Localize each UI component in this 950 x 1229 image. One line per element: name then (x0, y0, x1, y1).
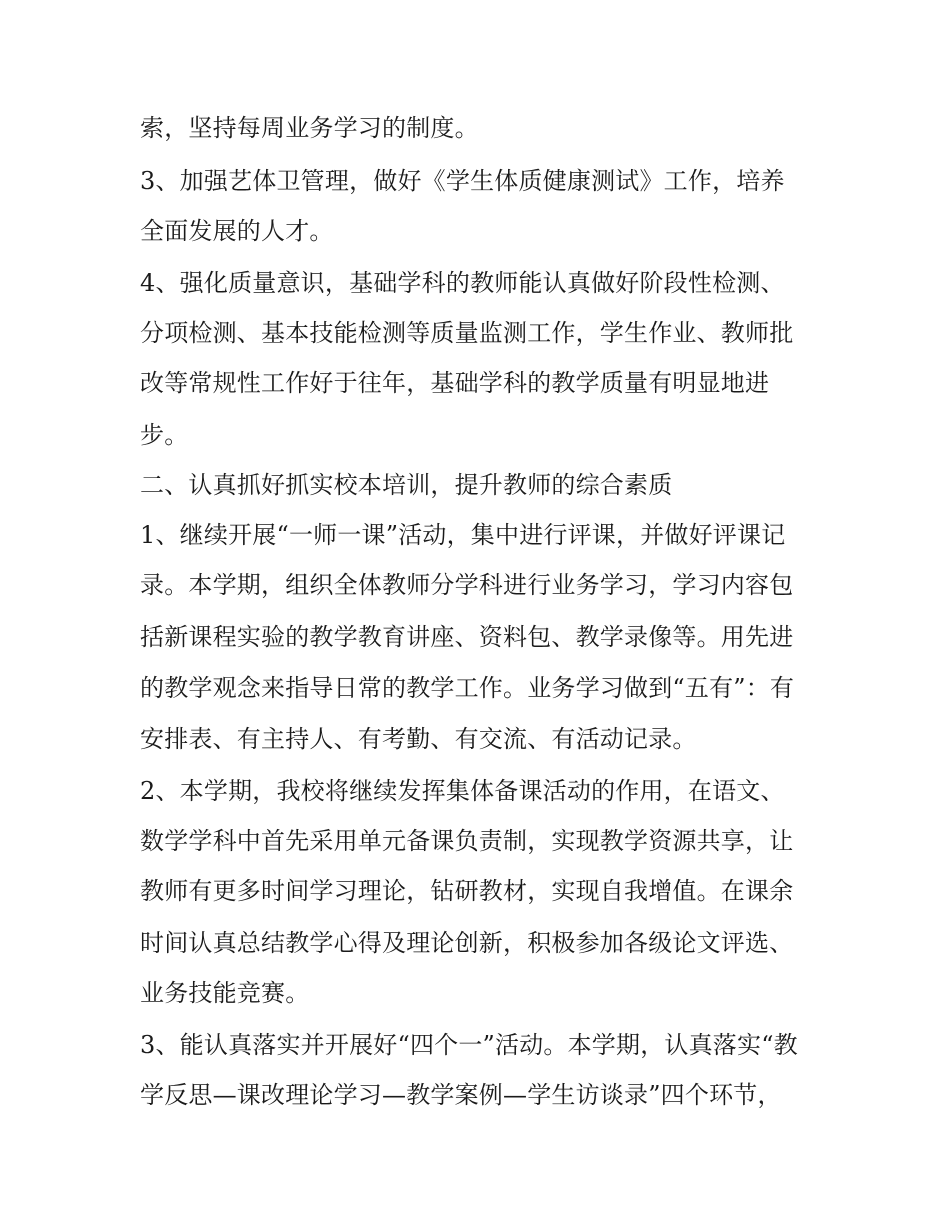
text-line: 教师有更多时间学习理论，钻研教材，实现自我增值。在课余 (140, 877, 794, 905)
text-line: 业务技能竞赛。 (140, 979, 310, 1007)
text-line: 括新课程实验的教学教育讲座、资料包、教学录像等。用先进 (140, 623, 794, 651)
text-line: 步。 (140, 421, 189, 449)
text-line: 索，坚持每周业务学习的制度。 (140, 114, 479, 142)
text-line: 安排表、有主持人、有考勤、有交流、有活动记录。 (140, 725, 697, 753)
section-heading: 二、认真抓好抓实校本培训，提升教师的综合素质 (140, 471, 673, 499)
text-line: 分项检测、基本技能检测等质量监测工作，学生作业、教师批 (140, 319, 794, 347)
text-line: 改等常规性工作好于往年，基础学科的教学质量有明显地进 (140, 369, 770, 397)
text-line: 学反思—课改理论学习—教学案例—学生访谈录”四个环节， (140, 1081, 782, 1109)
text-line: 2、本学期，我校将继续发挥集体备课活动的作用，在语文、 (140, 777, 785, 805)
text-line: 时间认真总结教学心得及理论创新，积极参加各级论文评选、 (140, 929, 794, 957)
text-line: 数学学科中首先采用单元备课负责制，实现教学资源共享，让 (140, 827, 794, 855)
text-line: 录。本学期，组织全体教师分学科进行业务学习，学习内容包 (140, 571, 794, 599)
text-line: 4、强化质量意识，基础学科的教师能认真做好阶段性检测、 (140, 269, 785, 297)
text-line: 3、能认真落实并开展好“四个一”活动。本学期，认真落实“教 (140, 1031, 798, 1059)
text-line: 1、继续开展“一师一课”活动，集中进行评课，并做好评课记 (140, 521, 786, 549)
text-line: 的教学观念来指导日常的教学工作。业务学习做到“五有”：有 (140, 674, 795, 702)
text-line: 全面发展的人才。 (140, 217, 334, 245)
text-line: 3、加强艺体卫管理，做好《学生体质健康测试》工作，培养 (140, 167, 785, 195)
